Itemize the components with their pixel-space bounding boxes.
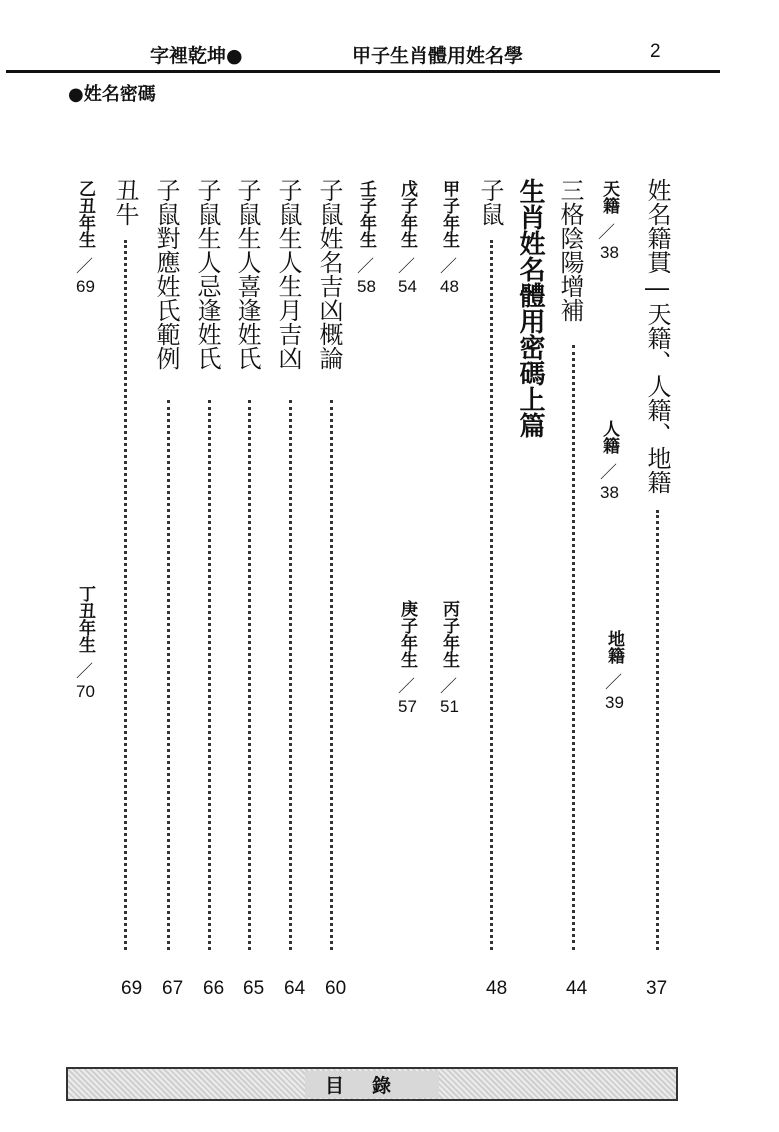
toc-entry-8a-slash: ／ [357, 257, 374, 276]
toc-entry-2b-page: 38 [600, 483, 619, 502]
toc-entry-11-leader [248, 400, 251, 950]
toc-entry-15b-page: 70 [76, 682, 95, 701]
toc-entry-12-leader [208, 400, 211, 950]
toc-entry-9-title: 子鼠姓名吉凶概論 [315, 178, 343, 370]
toc-entry-5-leader [490, 240, 493, 950]
toc-entry-13-title: 子鼠對應姓氏範例 [152, 178, 180, 370]
toc-entry-8a [357, 180, 376, 297]
toc-entry-15b-slash: ／ [76, 662, 93, 681]
running-header-left: 字裡乾坤● [150, 45, 243, 67]
toc-entry-15b [76, 585, 95, 702]
section-subtitle: ●姓名密碼 [68, 84, 156, 105]
toc-entry-6a-label: 甲子年生 [439, 180, 459, 248]
toc-entry-3-leader [572, 345, 575, 950]
toc-entry-2c-label: 地籍 [604, 630, 624, 664]
toc-section-heading: 生肖姓名體用密碼上篇 [515, 178, 545, 438]
toc-entry-5-title: 子鼠 [476, 178, 504, 226]
toc-entry-7a-page: 54 [398, 277, 417, 296]
toc-entry-2a [600, 180, 619, 263]
toc-entry-7a [398, 180, 417, 297]
toc-entry-15a [76, 180, 95, 297]
toc-entry-8a-label: 壬子年生 [356, 180, 376, 248]
toc-entry-6b-label: 丙子年生 [439, 600, 459, 668]
toc-entry-7b-slash: ／ [398, 677, 415, 696]
toc-entry-6a-slash: ／ [440, 257, 457, 276]
toc-entry-14-leader [124, 240, 127, 950]
toc-entry-3-page: 44 [566, 978, 588, 999]
toc-entry-6b-slash: ／ [440, 677, 457, 696]
toc-entry-7a-slash: ／ [398, 257, 415, 276]
toc-entry-9-leader [330, 400, 333, 950]
toc-entry-7b [398, 600, 417, 717]
footer-label: 目錄 [305, 1071, 439, 1098]
toc-entry-2c-slash: ／ [605, 673, 622, 692]
page-number: 2 [650, 41, 661, 62]
toc-entry-6b [440, 600, 459, 717]
toc-entry-15b-label: 丁丑年生 [75, 585, 95, 653]
toc-entry-2a-page: 38 [600, 243, 619, 262]
toc-entry-6a [440, 180, 459, 297]
toc-entry-1-leader [656, 510, 659, 950]
toc-entry-11-page: 65 [243, 978, 265, 999]
toc-entry-10-leader [289, 400, 292, 950]
toc-entry-2b-label: 人籍 [599, 420, 619, 454]
toc-entry-6b-page: 51 [440, 697, 459, 716]
toc-entry-9-page: 60 [325, 978, 347, 999]
running-header-title: 甲子生肖體用姓名學 [352, 45, 524, 67]
toc-entry-2c [605, 630, 624, 713]
toc-entry-12-page: 66 [203, 978, 225, 999]
toc-entry-1-page: 37 [646, 978, 668, 999]
toc-entry-1-title: 姓名籍貫―天籍、人籍、地籍 [643, 178, 671, 494]
toc-entry-3-title: 三格陰陽增補 [556, 178, 584, 322]
toc-entry-15a-slash: ／ [76, 257, 93, 276]
footer-bar [66, 1067, 678, 1101]
toc-entry-2a-page-prefix: ／ [598, 223, 615, 242]
toc-entry-7a-label: 戊子年生 [397, 180, 417, 248]
toc-entry-14-page: 69 [121, 978, 143, 999]
toc-entry-7b-page: 57 [398, 697, 417, 716]
toc-entry-15a-page: 69 [76, 277, 95, 296]
toc-entry-12-title: 子鼠生人忌逢姓氏 [193, 178, 221, 370]
toc-entry-2c-page: 39 [605, 693, 624, 712]
toc-entry-7b-label: 庚子年生 [397, 600, 417, 668]
toc-entry-6a-page: 48 [440, 277, 459, 296]
toc-entry-10-title: 子鼠生人生月吉凶 [274, 178, 302, 370]
toc-entry-13-leader [167, 400, 170, 950]
toc-entry-2b-slash: ／ [600, 463, 617, 482]
toc-entry-10-page: 64 [284, 978, 306, 999]
toc-entry-2a-label: 天籍 [599, 180, 619, 214]
toc-entry-15a-label: 乙丑年生 [75, 180, 95, 248]
toc-entry-11-title: 子鼠生人喜逢姓氏 [233, 178, 261, 370]
toc-entry-2b [600, 420, 619, 503]
toc-entry-14-title: 丑牛 [111, 178, 139, 226]
toc-entry-5-page: 48 [486, 978, 508, 999]
toc-entry-8a-page: 58 [357, 277, 376, 296]
header-rule [6, 70, 720, 73]
toc-entry-13-page: 67 [162, 978, 184, 999]
